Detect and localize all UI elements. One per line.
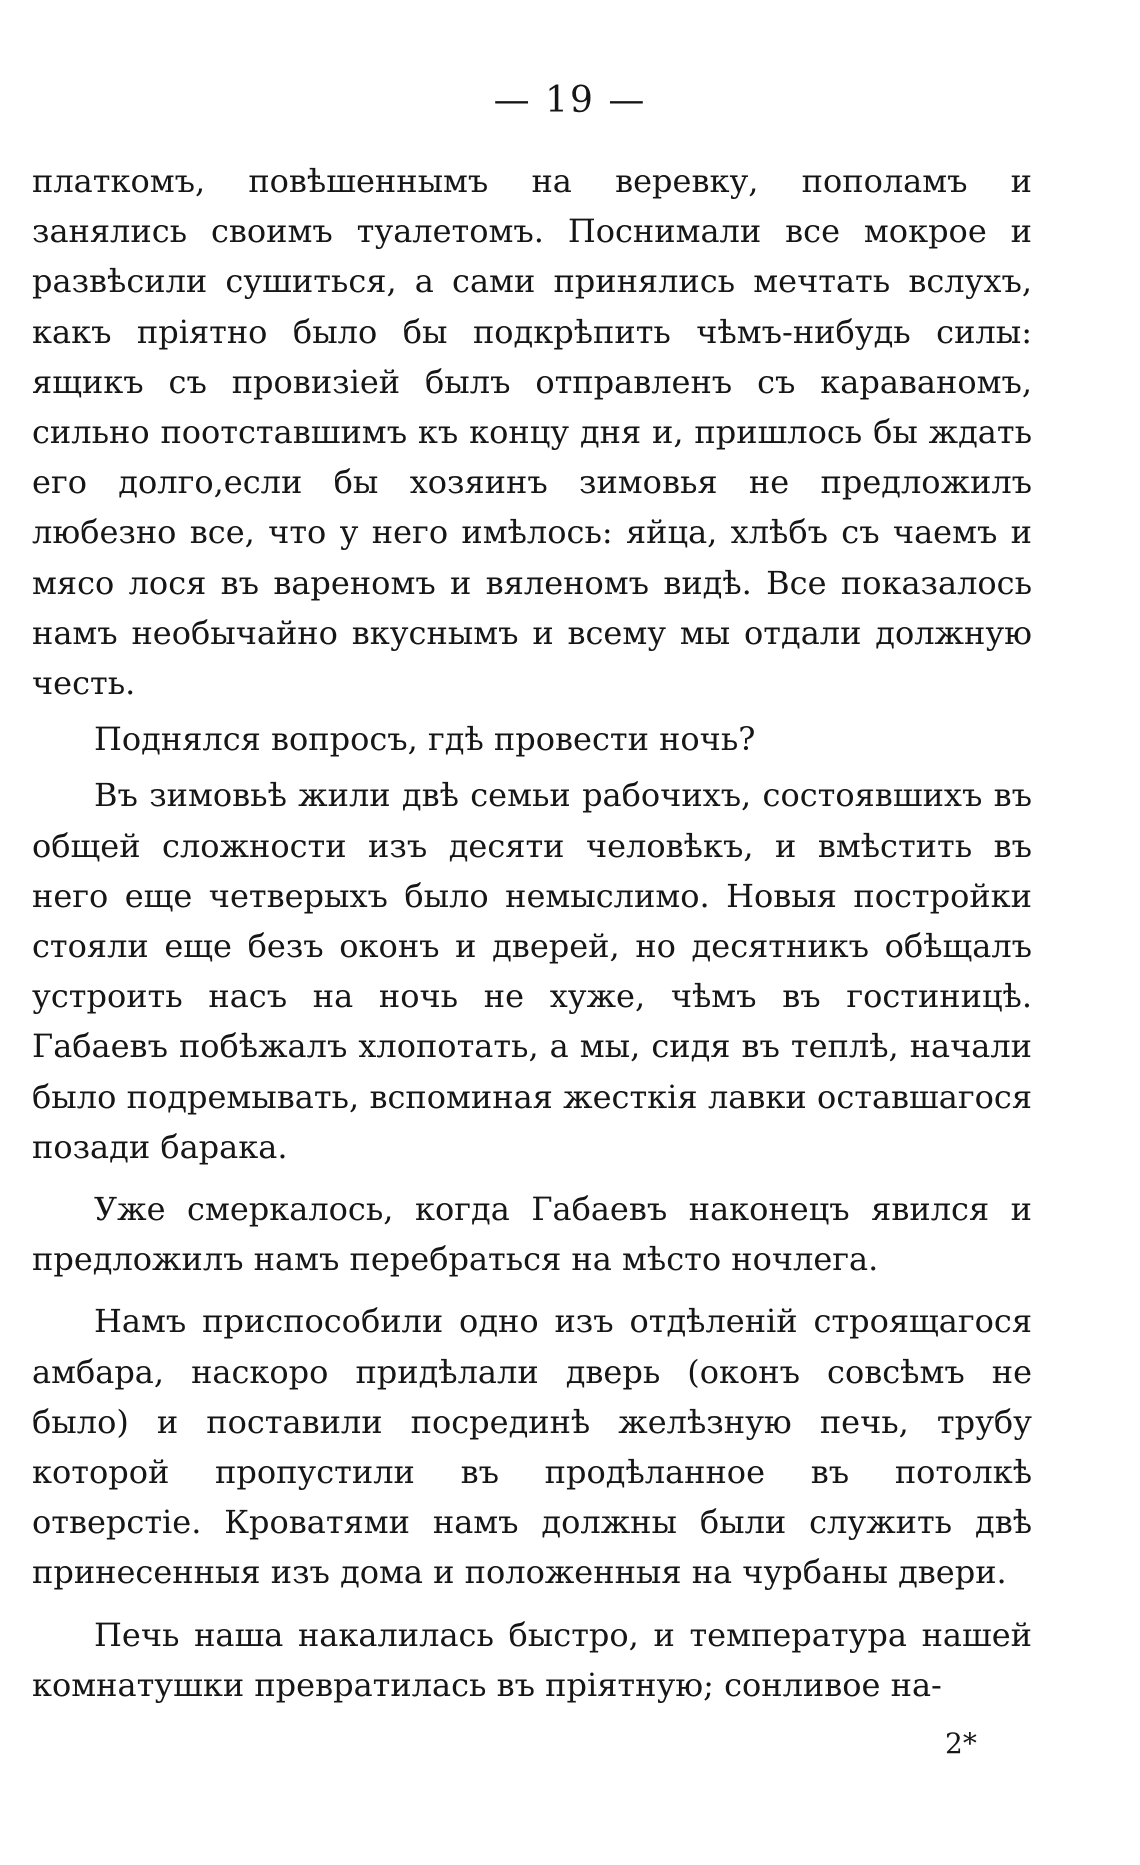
paragraph-1: платкомъ, повѣшеннымъ на веревку, пополамъ и занялись своимъ туалетомъ. Поснимали все мокрое и развѣсили сушиться, а сами принялись мечтать вслухъ, какъ пріятно было бы подкрѣпить чѣмъ-нибудь силы: ящикъ съ провизіей былъ отправленъ съ караваномъ, сильно поотставшимъ къ концу дня и, пришлось бы ждать его долго,если бы хозяинъ зимовья не предложилъ любезно все, что у него имѣлось: яйца, хлѣбъ съ чаемъ и мясо лося въ вареномъ и вяленомъ видѣ. Все показалось намъ необычайно вкуснымъ и всему мы отдали должную честь. [32, 162, 1032, 703]
body-text [32, 156, 1032, 1710]
paragraph-2: Поднялся вопросъ, гдѣ провести ночь? [94, 720, 756, 759]
page-number: — 19 — [493, 80, 647, 121]
paragraph-5: Намъ приспособили одно изъ отдѣленій строящагося амбара, наскоро придѣлали дверь (оконъ совсѣмъ не было) и поставили посрединѣ желѣзную печь, трубу которой пропустили въ продѣланное въ потолкѣ отверстіе. Кроватями намъ должны были служить двѣ принесенныя изъ дома и положенныя на чурбаны двери. [32, 1302, 1032, 1592]
paragraph-3: Въ зимовьѣ жили двѣ семьи рабочихъ, состоявшихъ въ общей сложности изъ десяти человѣкъ, и вмѣстить въ него еще четверыхъ было немыслимо. Новыя постройки стояли еще безъ оконъ и дверей, но десятникъ обѣщалъ устроить насъ на ночь не хуже, чѣмъ въ гостиницѣ. Габаевъ побѣжалъ хлопотать, а мы, сидя въ теплѣ, начали было подремывать, вспоминая жесткія лавки оставшагося позади барака. [32, 776, 1032, 1166]
paragraph-6: Печь наша накалилась быстро, и температура нашей комнатушки превратилась въ пріятную; сонливое на- [32, 1615, 1032, 1704]
paragraph-4: Уже смеркалось, когда Габаевъ наконецъ явился и предложилъ намъ перебраться на мѣсто ночлега. [32, 1190, 1032, 1279]
signature-mark: 2* [945, 1727, 977, 1760]
